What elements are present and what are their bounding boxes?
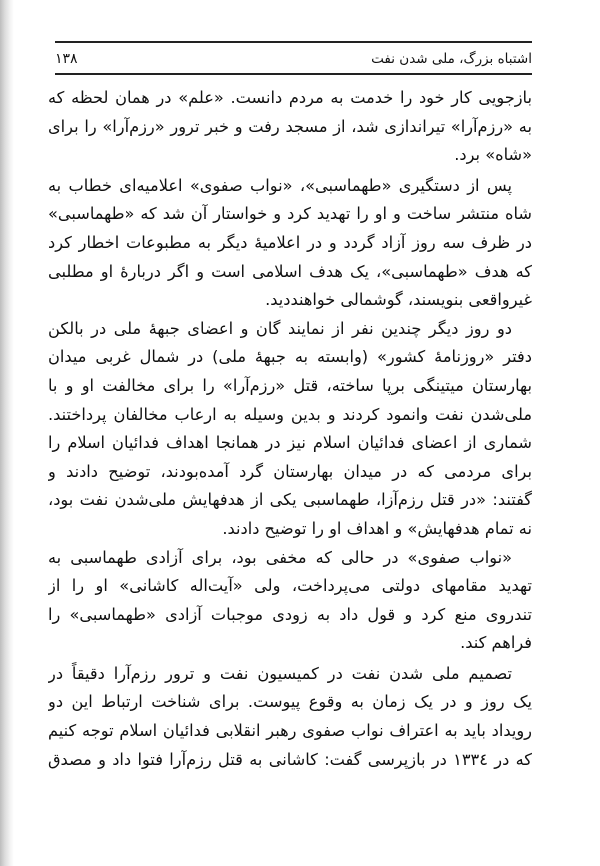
- text-line: غیرواقعی بنویسند، گوشمالی خواهندديد.: [265, 290, 532, 310]
- paragraph: [48, 544, 532, 658]
- text-line: به «رزم‌آرا» تیراندازی شد، از مسجد رفت و خبر ترور «رزم‌آرا» را برای: [48, 116, 532, 136]
- text-line: «نواب صفوی» در حالی که مخفی بود، برای آزادی طهماسبی به: [48, 547, 512, 567]
- text-line: تهدید مقامهای دولتی می‌پرداخت، ولی «آیت‌اله کاشانی» او را از: [48, 576, 532, 596]
- text-line: دفتر «روزنامهٔ کشور» (وابسته به جبههٔ ملی) در شمال غربی میدان: [48, 347, 532, 367]
- text-line: برای مردمی که در میدان بهارستان گرد آمده‌بودند، توضیح دادند و: [48, 461, 532, 481]
- text-line: پس از دستگیری «طهماسبی»، «نواب صفوی» اعلامیه‌ای خطاب به: [48, 175, 512, 195]
- running-head: [55, 48, 532, 70]
- book-page: [48, 0, 532, 866]
- text-line: ملی‌شدن نفت وانمود کردند و بدین وسیله به ارعاب مخالفان پرداختند.: [48, 404, 532, 424]
- header-rule-top: [55, 41, 532, 43]
- page-number: ١٣٨: [55, 51, 78, 67]
- paragraph: [48, 84, 532, 170]
- text-line: تصمیم ملی شدن نفت در کمیسیون نفت و ترور رزم‌آرا دقیقاً در: [48, 663, 512, 683]
- text-line: در ظرف سه روز آزاد گردد و در اعلامیهٔ دیگر به مطبوعات اخطار کرد: [48, 232, 532, 252]
- text-line: شاه منتشر ساخت و او را تهدید کرد و خواستار آن شد که «طهماسبی»: [48, 204, 532, 224]
- paragraph: [48, 315, 532, 544]
- text-line: گفتند: «در قتل رزم‌آزا، طهماسبی یکی از هدفهایش ملی‌شدن نفت بود،: [48, 490, 532, 510]
- header-rule-bottom: [55, 73, 532, 75]
- text-line: که هدف «طهماسبی»، یک هدف اسلامی است و اگر دربارهٔ او مطلبی: [48, 261, 532, 281]
- text-line: تندروی منع کرد و قول داد به زودی موجبات آزادی «طهماسبی» را: [48, 604, 532, 624]
- body-text: [48, 84, 532, 774]
- text-line: شماری از اعضای فدائیان اسلام نیز در همانجا اهداف فدائیان اسلام را: [48, 433, 532, 453]
- book-gutter-shadow: [0, 0, 14, 866]
- text-line: «شاه» برد.: [454, 145, 532, 165]
- text-line: که در ١٣٣٤ در بازپرسی گفت: کاشانی به قتل رزم‌آرا فتوا داد و مصدق: [48, 749, 532, 769]
- text-line: یک روز و در یک زمان به وقوع پیوست. برای شناخت ارتباط این دو: [48, 692, 532, 712]
- text-line: بهارستان میتینگی برپا ساخته، قتل «رزم‌آرا» را برای مخالفت او و با: [48, 375, 532, 395]
- paragraph: [48, 660, 532, 774]
- running-title: اشتباه بزرگ، ملی شدن نفت: [371, 51, 532, 67]
- text-line: نه تمام هدفهایش» و اهداف او را توضیح دادند.: [222, 518, 532, 538]
- text-line: بازجویی کار خود را خدمت به مردم دانست. «علم» در همان لحظه که: [48, 88, 532, 107]
- paragraph: [48, 172, 532, 315]
- text-line: رویداد باید به اعتراف نواب صفوی رهبر انقلابی فدائیان اسلام توجه کنیم: [48, 721, 532, 741]
- text-line: دو روز دیگر چندین نفر از نمایند گان و اعضای جبههٔ ملی در بالکن: [48, 318, 512, 338]
- text-line: فراهم کند.: [460, 633, 532, 653]
